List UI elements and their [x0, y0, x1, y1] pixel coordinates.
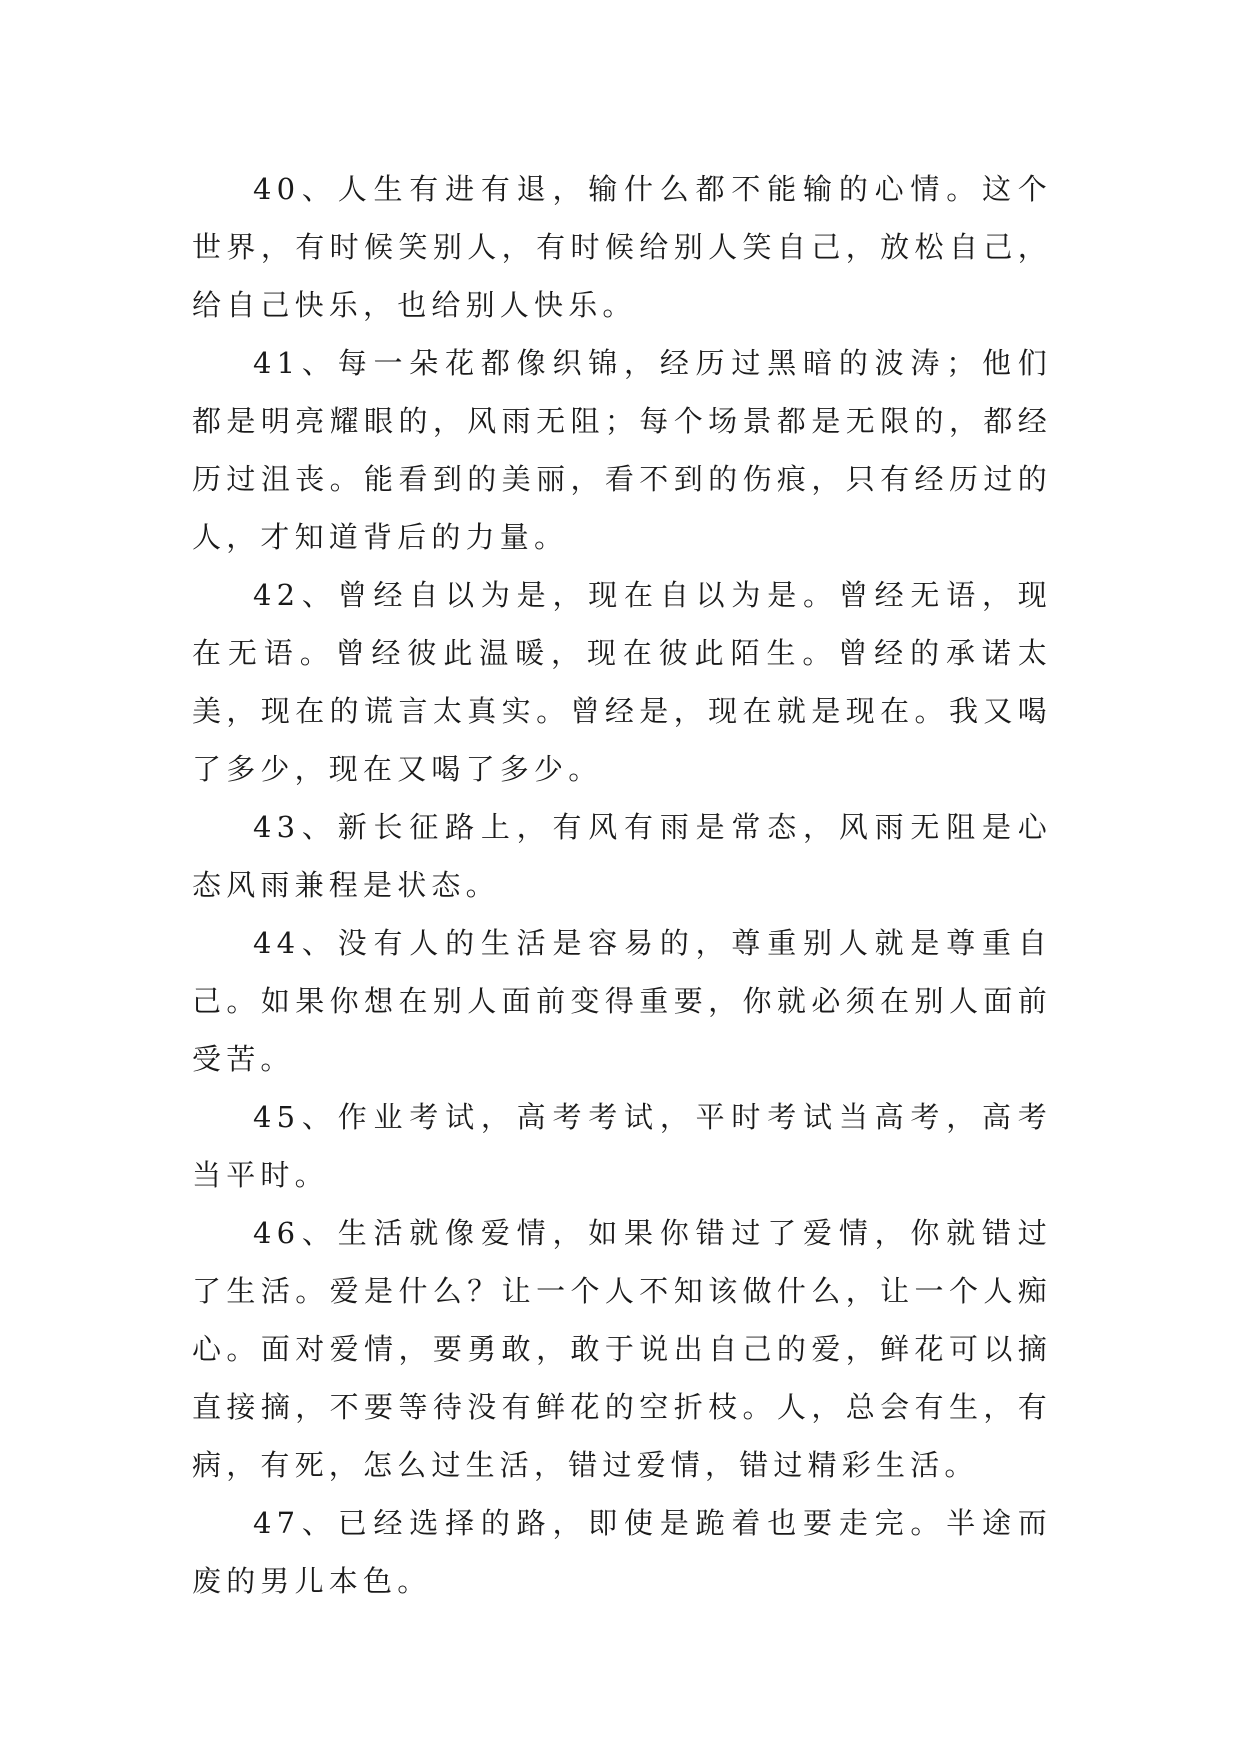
document-body [192, 160, 1052, 1610]
paragraph-46: 46、生活就像爱情，如果你错过了爱情，你就错过了生活。爱是什么？让一个人不知该做什么，让一个人痴心。面对爱情，要勇敢，敢于说出自己的爱，鲜花可以摘直接摘，不要等待没有鲜花的空折枝。人，总会有生，有病，有死，怎么过生活，错过爱情，错过精彩生活。 [192, 1216, 1052, 1482]
paragraph-41: 41、每一朵花都像织锦，经历过黑暗的波涛；他们都是明亮耀眼的，风雨无阻；每个场景都是无限的，都经历过沮丧。能看到的美丽，看不到的伤痕，只有经历过的人，才知道背后的力量。 [192, 346, 1052, 554]
paragraph-40: 40、人生有进有退，输什么都不能输的心情。这个世界，有时候笑别人，有时候给别人笑自己，放松自己，给自己快乐，也给别人快乐。 [192, 172, 1052, 322]
paragraph-44: 44、没有人的生活是容易的，尊重别人就是尊重自己。如果你想在别人面前变得重要，你就必须在别人面前受苦。 [192, 926, 1052, 1076]
paragraph-45: 45、作业考试，高考考试，平时考试当高考，高考当平时。 [192, 1100, 1052, 1192]
paragraph-47: 47、已经选择的路，即使是跪着也要走完。半途而废的男儿本色。 [192, 1506, 1052, 1598]
paragraph-42: 42、曾经自以为是，现在自以为是。曾经无语，现在无语。曾经彼此温暖，现在彼此陌生。曾经的承诺太美，现在的谎言太真实。曾经是，现在就是现在。我又喝了多少，现在又喝了多少。 [192, 578, 1052, 786]
paragraph-43: 43、新长征路上，有风有雨是常态，风雨无阻是心态风雨兼程是状态。 [192, 810, 1052, 902]
